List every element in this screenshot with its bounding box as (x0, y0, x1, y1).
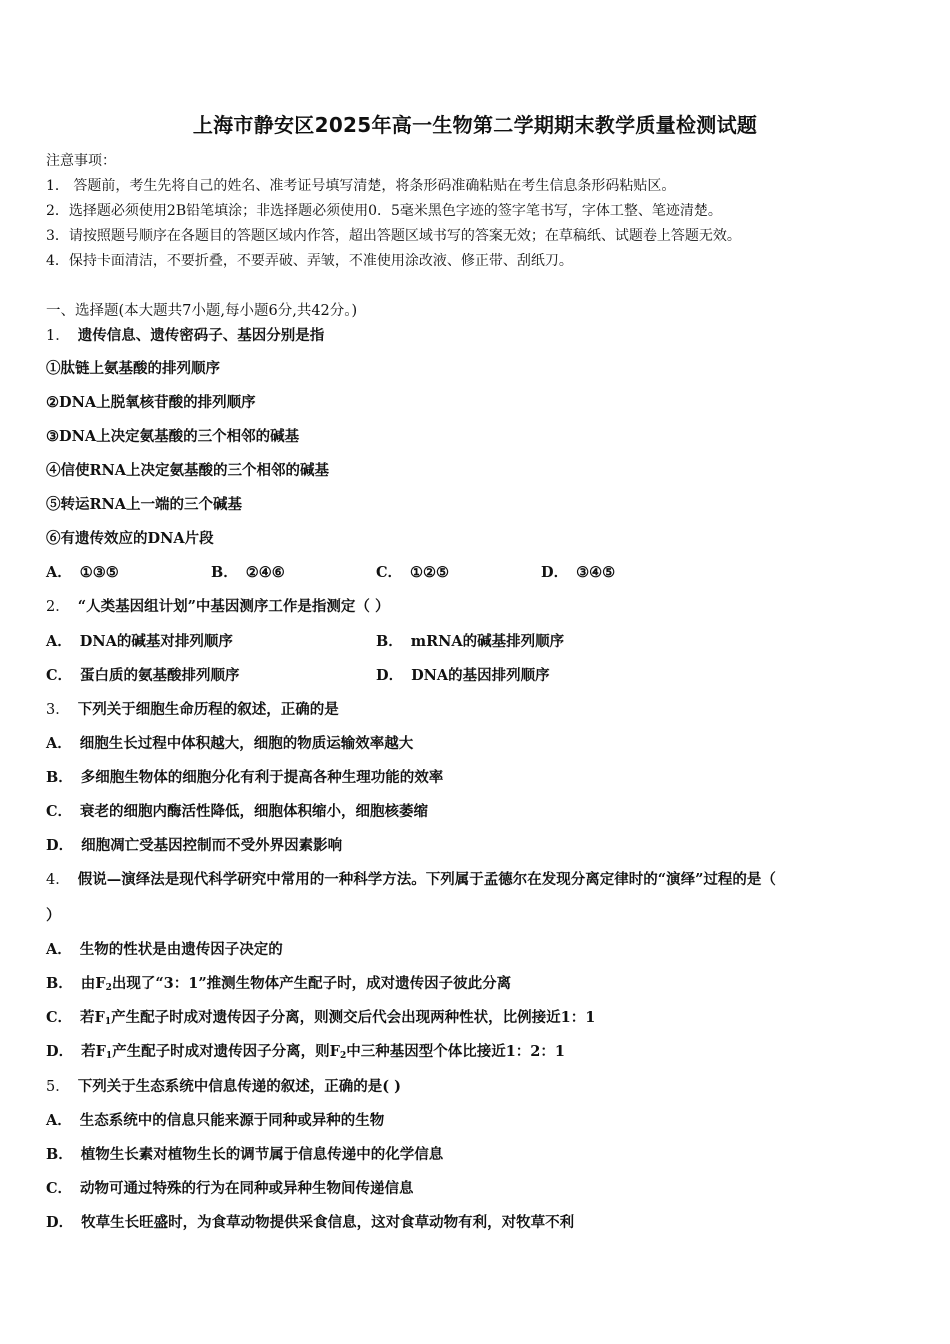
option-text: ②④⑥ (245, 564, 285, 581)
option-label: D． (376, 667, 404, 684)
q1-item: ③DNA上决定氨基酸的三个相邻的碱基 (46, 428, 300, 445)
option-text-part: 产生配子时成对遗传因子分离，则F (112, 1043, 340, 1060)
option-label: C． (376, 564, 403, 581)
q1-item: ④信使RNA上决定氨基酸的三个相邻的碱基 (46, 462, 330, 479)
option-label: B． (376, 633, 403, 650)
option-label: D． (541, 564, 569, 581)
q3-option-a[interactable] (46, 734, 413, 754)
option-label: A． (46, 564, 72, 581)
q4-option-c[interactable] (46, 1008, 595, 1028)
question-text: 假说—演绎法是现代科学研究中常用的一种科学方法。下列属于孟德尔在发现分离定律时的“演绎”过程的是（ (77, 871, 776, 888)
q1-item: ②DNA上脱氧核苷酸的排列顺序 (46, 394, 256, 411)
option-text: 生态系统中的信息只能来源于同种或异种的生物 (79, 1112, 385, 1129)
question-text: 遗传信息、遗传密码子、基因分别是指 (77, 327, 325, 344)
q3-option-c[interactable] (46, 802, 428, 822)
option-text: mRNA的碱基排列顺序 (410, 633, 565, 650)
option-label: B． (46, 769, 73, 786)
option-text: ③④⑤ (576, 564, 616, 581)
question-4-stem-cont: ） (46, 907, 61, 924)
option-text: ①②⑤ (410, 564, 450, 581)
q3-option-d[interactable] (46, 836, 342, 856)
subscript: 1 (105, 1051, 113, 1061)
option-label: C． (46, 667, 73, 684)
q1-item: ⑥有遗传效应的DNA片段 (46, 530, 214, 547)
option-label: D． (46, 1214, 74, 1231)
option-text-part: 中三种基因型个体比接近1：2：1 (346, 1043, 565, 1060)
q1-option-c[interactable] (376, 563, 449, 583)
option-label: D． (46, 837, 74, 854)
q3-option-b[interactable] (46, 768, 443, 788)
question-3-stem (46, 700, 339, 720)
option-label: B． (46, 975, 73, 992)
note-item: 2．选择题必须使用2B铅笔填涂；非选择题必须使用0．5毫米黑色字迹的签字笔书写，字体工整、笔迹清楚。 (46, 203, 722, 219)
question-number: 3． (46, 702, 70, 718)
q5-option-a[interactable] (46, 1111, 384, 1131)
section-header: 一、选择题(本大题共7小题,每小题6分,共42分。) (46, 303, 358, 319)
question-number: 5． (46, 1079, 70, 1095)
q2-option-b[interactable] (376, 632, 564, 652)
option-label: A． (46, 735, 72, 752)
option-text-part: 由F (80, 975, 106, 992)
option-label: C． (46, 803, 73, 820)
q4-option-d[interactable] (46, 1042, 565, 1062)
option-text-part: 产生配子时成对遗传因子分离，则测交后代会出现两种性状，比例接近1：1 (111, 1009, 596, 1026)
note-item: 1． 答题前，考生先将自己的姓名、准考证号填写清楚，将条形码准确粘贴在考生信息条形码粘贴区。 (46, 178, 676, 194)
option-text-part: 若F (81, 1043, 106, 1060)
note-item: 3．请按照题号顺序在各题目的答题区域内作答，超出答题区域书写的答案无效；在草稿纸、试题卷上答题无效。 (46, 228, 741, 244)
option-text: 生物的性状是由遗传因子决定的 (79, 941, 283, 958)
q1-item: ⑤转运RNA上一端的三个碱基 (46, 496, 243, 513)
option-text: 细胞生长过程中体积越大，细胞的物质运输效率越大 (79, 735, 414, 752)
q4-option-b[interactable] (46, 974, 511, 994)
option-text: 植物生长素对植物生长的调节属于信息传递中的化学信息 (80, 1146, 444, 1163)
question-number: 4． (46, 872, 70, 888)
option-label: C． (46, 1009, 73, 1026)
option-text: 蛋白质的氨基酸排列顺序 (80, 667, 240, 684)
note-item: 4．保持卡面清洁，不要折叠，不要弄破、弄皱，不准使用涂改液、修正带、刮纸刀。 (46, 253, 573, 269)
q4-option-a[interactable] (46, 940, 283, 960)
option-label: A． (46, 1112, 72, 1129)
option-label: B． (211, 564, 238, 581)
option-text-part: 出现了“3：1”推测生物体产生配子时，成对遗传因子彼此分离 (111, 975, 512, 992)
q2-option-c[interactable] (46, 666, 240, 686)
notes-header: 注意事项： (46, 153, 116, 169)
option-text: ①③⑤ (79, 564, 119, 581)
option-text: DNA的碱基对排列顺序 (79, 633, 233, 650)
question-4-stem (46, 870, 776, 890)
option-text: 动物可通过特殊的行为在同种或异种生物间传递信息 (80, 1180, 414, 1197)
option-label: A． (46, 633, 72, 650)
question-2-stem (46, 597, 389, 617)
option-text: 牧草生长旺盛时，为食草动物提供采食信息，这对食草动物有利，对牧草不利 (81, 1214, 575, 1231)
subscript: 2 (105, 983, 112, 993)
question-text: 下列关于细胞生命历程的叙述，正确的是 (77, 701, 339, 718)
option-text: 衰老的细胞内酶活性降低，细胞体积缩小，细胞核萎缩 (80, 803, 429, 820)
question-text: 下列关于生态系统中信息传递的叙述，正确的是( ) (77, 1078, 402, 1095)
q1-item: ①肽链上氨基酸的排列顺序 (46, 360, 220, 377)
question-1-stem (46, 326, 324, 346)
option-label: B． (46, 1146, 73, 1163)
question-5-stem (46, 1077, 401, 1097)
page-title: 上海市静安区2025年高一生物第二学期期末教学质量检测试题 (192, 113, 758, 137)
option-text: DNA的基因排列顺序 (411, 667, 550, 684)
option-text: 多细胞生物体的细胞分化有利于提高各种生理功能的效率 (80, 769, 444, 786)
option-text-part: 若F (80, 1009, 105, 1026)
q5-option-b[interactable] (46, 1145, 443, 1165)
q1-option-a[interactable] (46, 563, 119, 583)
q2-option-a[interactable] (46, 632, 233, 652)
option-text: 细胞凋亡受基因控制而不受外界因素影响 (81, 837, 343, 854)
question-number: 2． (46, 599, 70, 615)
q5-option-d[interactable] (46, 1213, 574, 1233)
subscript: 1 (104, 1017, 112, 1027)
q5-option-c[interactable] (46, 1179, 414, 1199)
subscript: 2 (339, 1051, 347, 1061)
option-label: C． (46, 1180, 73, 1197)
q1-option-b[interactable] (211, 563, 285, 583)
q2-option-d[interactable] (376, 666, 550, 686)
option-label: D． (46, 1043, 74, 1060)
option-label: A． (46, 941, 72, 958)
question-number: 1． (46, 328, 70, 344)
question-text: “人类基因组计划”中基因测序工作是指测定（ ） (77, 598, 390, 615)
q1-option-d[interactable] (541, 563, 615, 583)
